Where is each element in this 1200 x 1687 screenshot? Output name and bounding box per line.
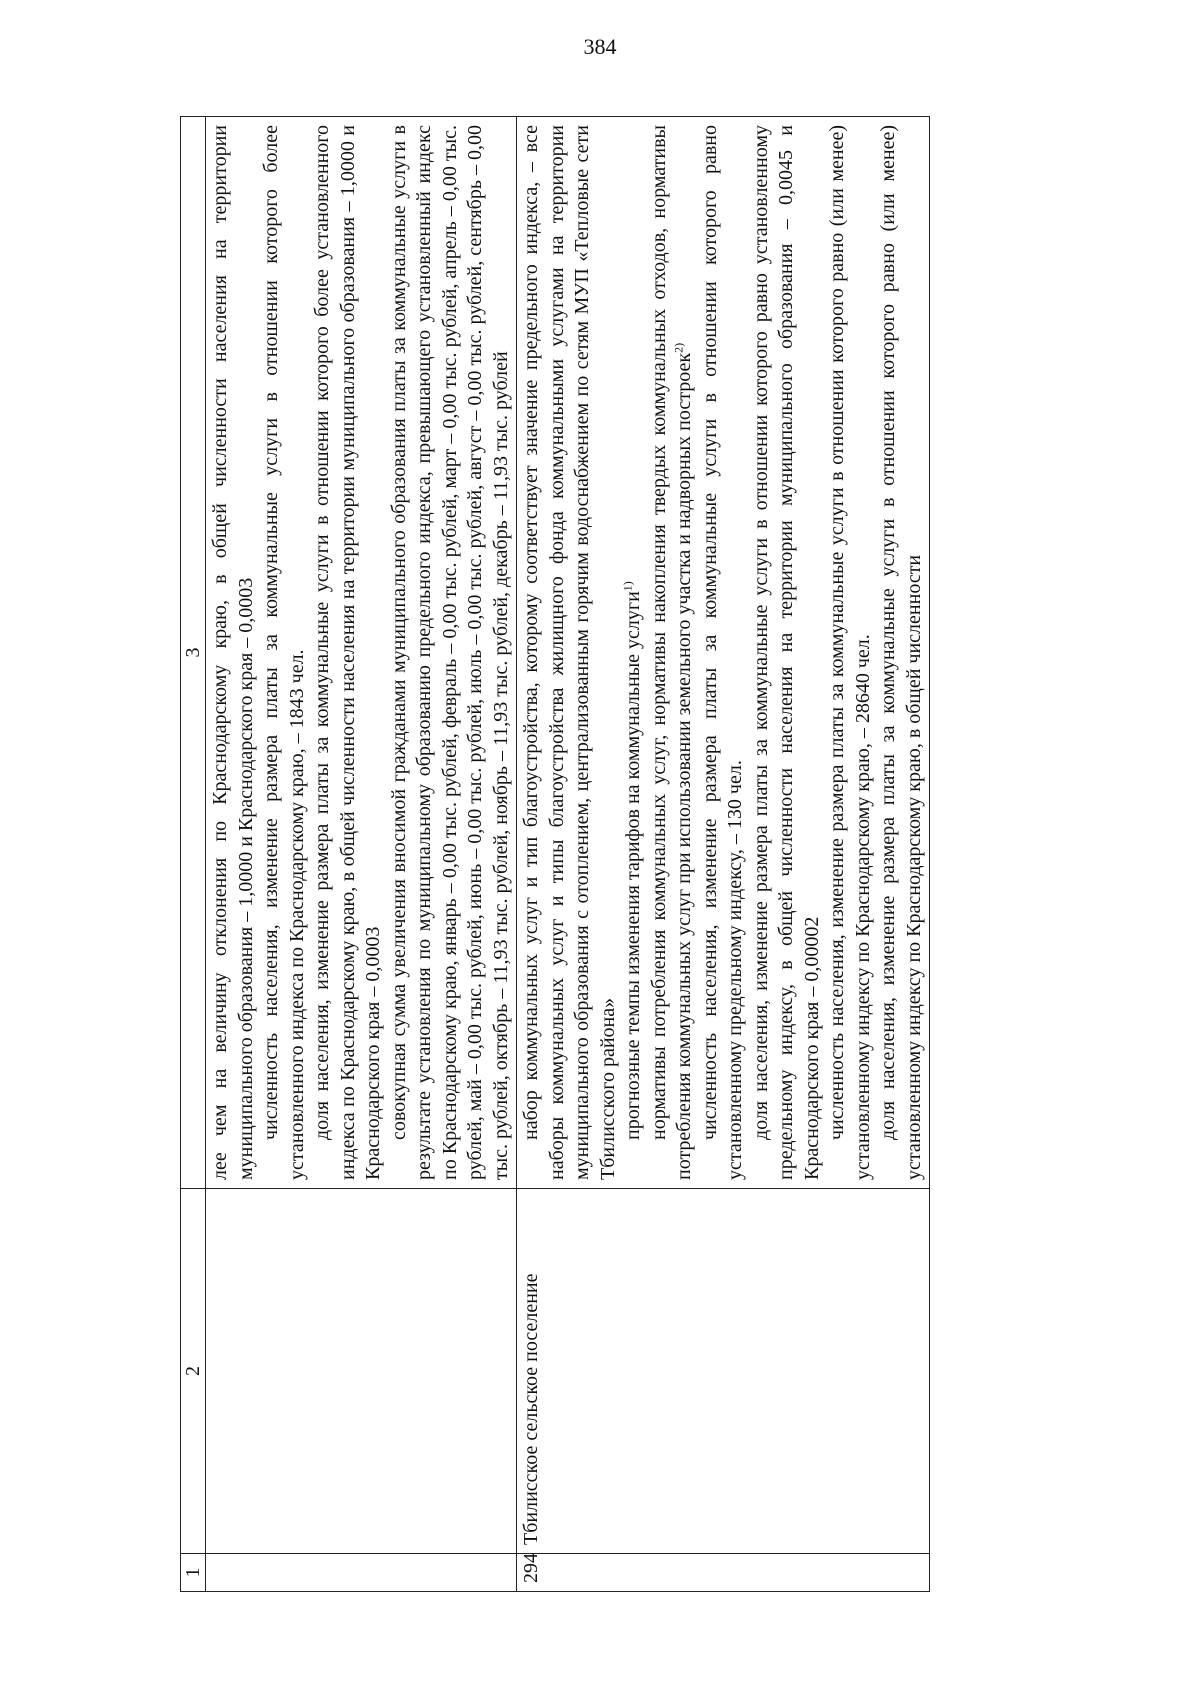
row-name-cell: Тбилисское сельское поселение — [517, 1189, 930, 1554]
details-text: нормативы потребления коммунальных услуг, нормативы накопления твердых коммунальных отходов, нормативы потребления коммунальных услуг при использовании земельного участка и надворных построек — [647, 125, 695, 1180]
details-paragraph: доля населения, изменение размера платы за коммунальные услуги в отношении которого более установленного индекса по Краснодарскому краю, в общей численности населения на территории муниципального образования – 1,0000 и Краснодарского края – 0,0003 — [311, 125, 384, 1180]
table-row — [517, 117, 930, 1592]
details-paragraph: лее чем на величину отклонения по Краснодарскому краю, в общей численности населения на территории муниципального образования – 1,0000 и Краснодарского края – 0,0003 — [209, 125, 257, 1180]
header-col-3: 3 — [181, 117, 206, 1189]
header-col-1: 1 — [181, 1554, 206, 1592]
details-paragraph: численность населения, изменение размера платы за коммунальные услуги в отношении которого более установленного индекса по Краснодарскому краю, – 1843 чел. — [260, 125, 308, 1180]
document-table — [180, 116, 930, 1592]
details-paragraph: доля населения, изменение размера платы за коммунальные услуги в отношении которого равно (или менее) установленному индексу по Краснодарскому краю, в общей численности — [877, 125, 925, 1180]
footnote-marker: 1) — [620, 581, 635, 592]
table-row — [206, 117, 517, 1592]
details-paragraph: набор коммунальных услуг и тип благоустройства, которому соответствует значение предельного индекса, – все наборы коммунальных услуг и типы благоустройства жилищного фонда коммунальными услугами на территории муниципального образования с отоплением, централизованным горячим водоснабжением по сетям МУП «Тепловые сети Тбилисского района» — [520, 125, 619, 1180]
details-paragraph: численность населения, изменение размера платы за коммунальные услуги в отношении которого равно (или менее) установленному индексу по Краснодарскому краю, – 28640 чел. — [826, 125, 874, 1180]
details-paragraph — [621, 125, 647, 1180]
details-paragraph: совокупная сумма увеличения вносимой гражданами муниципального образования платы за коммунальные услуги в результате установления по муниципальному образованию предельного индекса, превышающего установленный индекс по Краснодарскому краю, январь – 0,00 тыс. рублей, февраль – 0,00 тыс. рублей, март – 0,00 тыс. рублей, апрель – 0,00 тыс. рублей, май – 0,00 тыс. рублей, июнь – 0,00 тыс. рублей, июль – 0,00 тыс. рублей, август – 0,00 тыс. рублей, сентябрь – 0,00 тыс. рублей, октябрь – 11,93 тыс. рублей, ноябрь – 11,93 тыс. рублей, декабрь – 11,93 тыс. рублей — [387, 125, 512, 1180]
page-number: 384 — [583, 34, 617, 59]
rotated-table-container — [180, 117, 1080, 1592]
row-details-cell — [517, 117, 930, 1189]
row-number-cell: 294 — [517, 1554, 930, 1592]
details-paragraph: численность населения, изменение размера платы за коммунальные услуги в отношении которого равно установленному предельному индексу, – 130 чел. — [698, 125, 746, 1180]
row-number-cell — [206, 1554, 517, 1592]
row-details-cell — [206, 117, 517, 1189]
footnote-marker: 2) — [671, 342, 686, 353]
row-name-cell — [206, 1189, 517, 1554]
details-paragraph — [647, 125, 698, 1180]
table-header-row — [181, 117, 206, 1592]
header-col-2: 2 — [181, 1189, 206, 1554]
details-text: прогнозные темпы изменения тарифов на коммунальные услуги — [622, 591, 644, 1140]
details-paragraph: доля населения, изменение размера платы за коммунальные услуги в отношении которого равно установленному предельному индексу, в общей численности населения на территории муниципального образования – 0,0045 и Краснодарского края – 0,00002 — [749, 125, 823, 1180]
